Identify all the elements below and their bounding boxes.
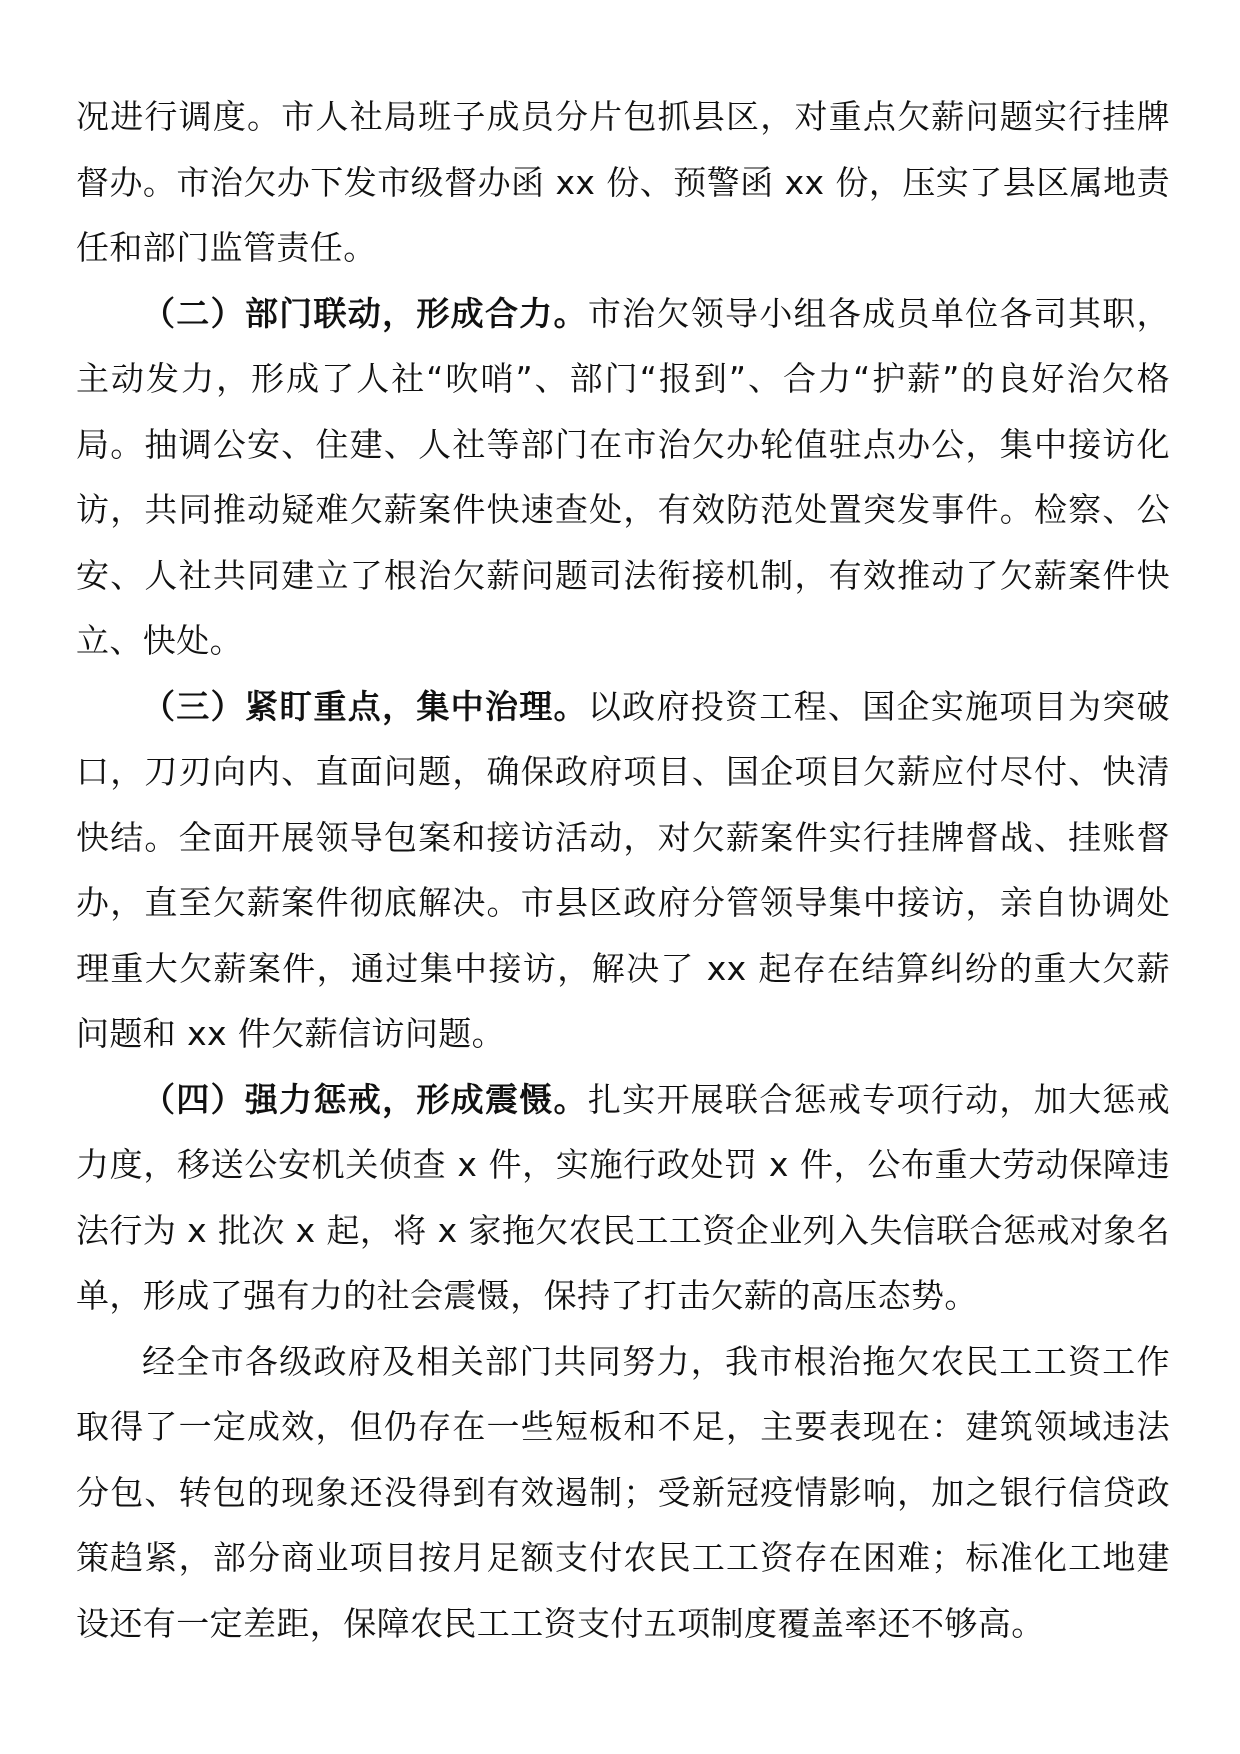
paragraph-text: 经全市各级政府及相关部门共同努力，我市根治拖欠农民工工资工作取得了一定成效，但仍存在一些短板和不足，主要表现在：建筑领域违法分包、转包的现象还没得到有效遏制；受新冠疫情影响，加之银行信贷政策趋紧，部分商业项目按月足额支付农民工工资存在困难；标准化工地建设还有一定差距，保障农民工工资支付五项制度覆盖率还不够高。 [76,1341,1170,1643]
section-heading: （四）强力惩戒，形成震慑。 [142,1079,588,1119]
paragraph-punishment [76,1067,1170,1329]
document-page [76,84,1170,1656]
paragraph-text: 市治欠领导小组各成员单位各司其职，主动发力，形成了人社“吹哨”、部门“报到”、合力“护薪”的良好治欠格局。抽调公安、住建、人社等部门在市治欠办轮值驻点办公，集中接访化访，共同推动疑难欠薪案件快速查处，有效防范处置突发事件。检察、公安、人社共同建立了根治欠薪问题司法衔接机制，有效推动了欠薪案件快立、快处。 [76,293,1170,660]
paragraph-text: 况进行调度。市人社局班子成员分片包抓县区，对重点欠薪问题实行挂牌督办。市治欠办下发市级督办函 xx 份、预警函 xx 份，压实了县区属地责任和部门监管责任。 [76,97,1170,267]
paragraph-department-linkage [76,281,1170,674]
paragraph-summary [76,1329,1170,1657]
paragraph-continuation [76,84,1170,281]
section-heading: （三）紧盯重点，集中治理。 [142,686,588,726]
paragraph-text: 以政府投资工程、国企实施项目为突破口，刀刃向内、直面问题，确保政府项目、国企项目欠薪应付尽付、快清快结。全面开展领导包案和接访活动，对欠薪案件实行挂牌督战、挂账督办，直至欠薪案件彻底解决。市县区政府分管领导集中接访，亲自协调处理重大欠薪案件，通过集中接访，解决了 xx 起存在结算纠纷的重大欠薪问题和 xx 件欠薪信访问题。 [76,686,1170,1053]
paragraph-text: 扎实开展联合惩戒专项行动，加大惩戒力度，移送公安机关侦查 x 件，实施行政处罚 x 件，公布重大劳动保障违法行为 x 批次 x 起，将 x 家拖欠农民工工资企业列入失信联合惩戒对象名单，形成了强有力的社会震慑，保持了打击欠薪的高压态势。 [76,1079,1170,1315]
section-heading: （二）部门联动，形成合力。 [142,293,588,333]
paragraph-key-governance [76,674,1170,1067]
